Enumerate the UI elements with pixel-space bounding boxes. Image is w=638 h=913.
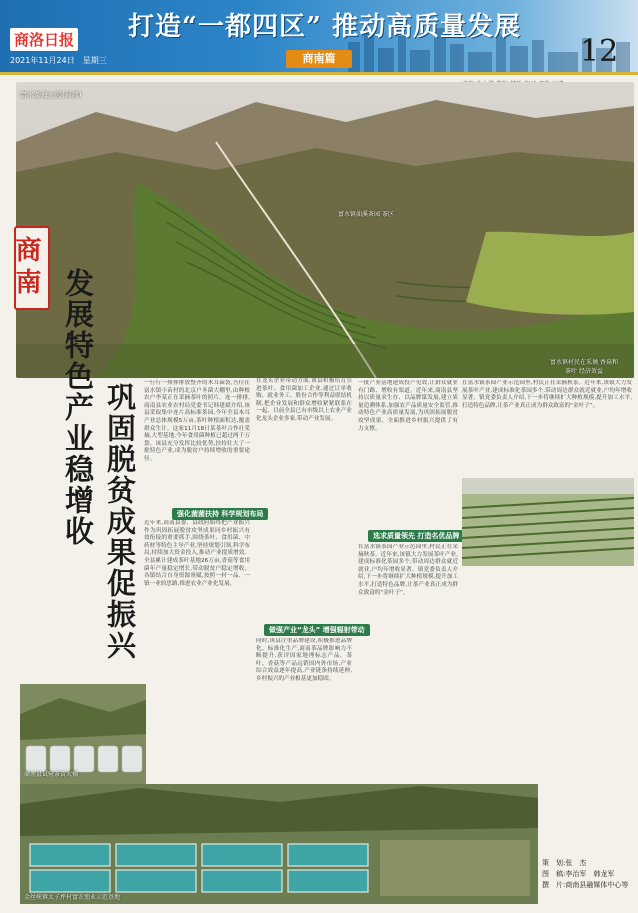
greenhouse-caption: 商南县试验茶苗大棚 — [24, 771, 79, 778]
kicker-shangnan: 商南 — [14, 226, 50, 310]
fishery-caption: 金丝峡镇太子坪村富农渔业示范基地 — [24, 894, 121, 901]
inset-caption-1: 富水镇油溪茶园 茶区 — [338, 211, 394, 218]
banner-title: 打造“一都四区” 推动高质量发展 — [128, 12, 521, 42]
page-number: 12 — [580, 34, 619, 69]
article-col-5: 一批产业基地建成投产见效,让群众就业有门路、增收有渠道。近年来,商南县坚持以质量求生存、以品牌谋发展,建立质量追溯体系,加强农产品质量安全监管,推动特色产业高质量发展,为巩固拓展脱贫攻坚成果、全面推进乡村振兴提供了有力支撑。 — [358, 380, 458, 432]
inset-caption-2: 富水镇村民在采摘 香菇和茶叶 经济效益 — [550, 359, 618, 375]
top-rule — [0, 72, 638, 75]
credit-plan: 策 划:张 杰 — [542, 859, 587, 867]
headline-main: 巩固脱贫成果促振兴 — [103, 382, 137, 661]
newspaper-logo: 商洛日报 — [10, 28, 78, 51]
credit-support: 撰 片:商南县融媒体中心等 — [542, 881, 629, 889]
hero-photo — [16, 82, 634, 378]
greenhouse-photo — [20, 684, 146, 784]
fishery-photo — [20, 784, 538, 904]
headline-secondary: 发展特色产业稳增收 — [61, 268, 95, 547]
subhead-1: 强化菌菌扶持 科学规划布局 — [172, 508, 268, 520]
credit-photo: 图 稿:李治军 韩龙军 — [542, 870, 615, 878]
article-col-2: 近年来,商南县委、县政府始终把产业振兴作为巩固拓展脱贫攻坚成果同乡村振兴有效衔接的重要抓手,围绕茶叶、食用菌、中药材等特色主导产业,坚持规划引领,科学布局,持续加大资金投入,推动产业提质增效。全县累计建成茶叶基地26万亩,香菇等食用菌年产量稳定增长,带动脱贫户稳定增收。各镇结合自身资源禀赋,按照一村一品、一镇一业的思路,推进农业产业化发展。 — [144, 520, 250, 587]
article-col-6: 在富水镇茶园产业示范园里,村民正在采摘秋茶。近年来,该镇大力发展茶叶产业,建成标准化茶园多个,带动周边群众就近就业,户均年增收显著。镇党委负责人介绍,下一步将继续扩大种植规模,提升加工水平,打造特色品牌,让茶产业真正成为群众致富的“金叶子”。 — [358, 544, 458, 596]
subhead-3: 选求质量领先 打造名优品牌 — [368, 530, 464, 542]
article-col-3: 在龙头企业带动方面,该县积极培育引进茶叶、食用菌加工企业,通过订单收购、就业务工、股份合作等利益联结机制,把企业发展和群众增收紧紧联系在一起。目前全县已有市级以上农业产业化龙头企业多家,带动产业发展。 — [256, 378, 352, 422]
subhead-2: 做强产业“龙头” 增强辐射带动 — [264, 624, 370, 636]
issue-date: 2021年11月24日 星期三 — [10, 56, 107, 65]
footer-credits — [542, 858, 628, 891]
right-photo — [462, 478, 634, 566]
hero-caption: 富水茶海公园(局部) — [20, 91, 82, 99]
article-col-4: 同时,该县注重品牌建设,积极推进品牌化、标准化生产,商南茶品牌影响力不断提升,获评国家地理标志产品。茶叶、香菇等产品远销国内外市场,产业综合效益逐年提高,产业链条持续延伸,乡村振兴的产业根基更加稳固。 — [256, 638, 352, 682]
section-tag: 商南篇 — [286, 50, 352, 68]
article-col-7: 在富水镇茶园产业示范园里,村民正在采摘秋茶。近年来,该镇大力发展茶叶产业,建成标准化茶园多个,带动周边群众就近就业,户均年增收显著。镇党委负责人介绍,下一步将继续扩大种植规模,提升加工水平,打造特色品牌,让茶产业真正成为群众致富的“金叶子”。 — [462, 380, 632, 409]
article-col-1: 一行行一排排排放整齐的木耳菌袋,吾位在富水镇小苗村的北京户冬菌大棚里,由种植农户李某正在采摘茶叶的照片。连一排排,商南县农业农村局党委书记韩建斌介绍,该县采取集中连片高标准茶园,今年全县木耳产业总体规模5万亩,茶叶种植面积达,覆盖群众生计。这家11月18日某茶叶合作社采摘,大型基地,今年食用菌种植已超过两千万袋。该县充分发挥比较优势,扶持壮大了一批特色产业,成为脱贫户持续增收的重要途径。 — [144, 380, 250, 462]
